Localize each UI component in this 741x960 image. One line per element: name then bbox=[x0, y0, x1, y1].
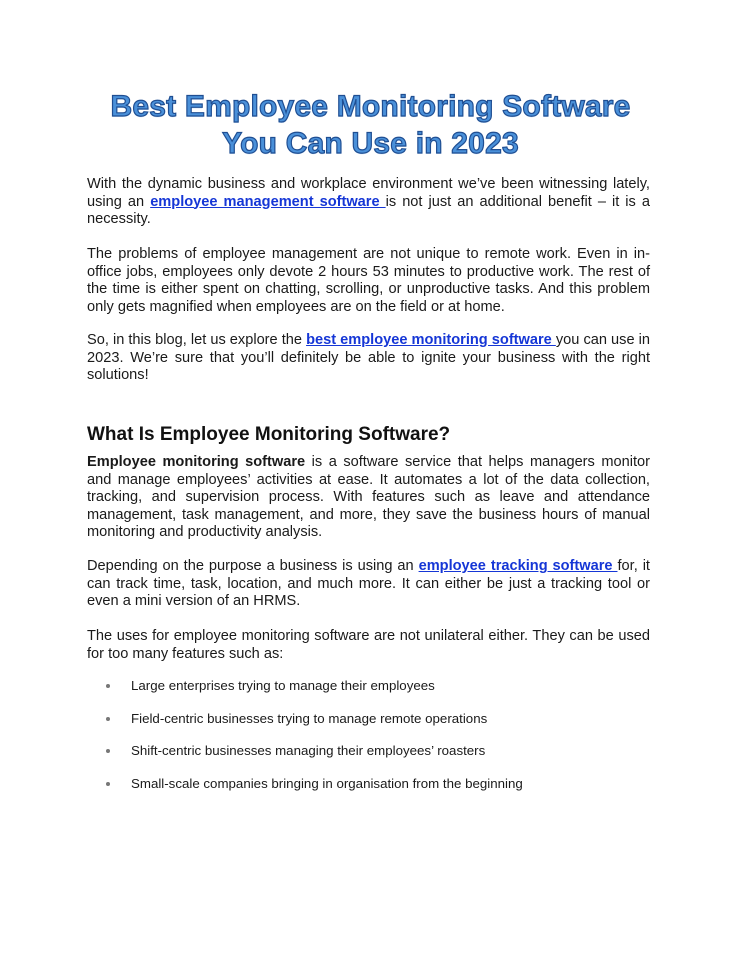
section-p2-text-after: for, it can track time, task, location, and much more. It can either be just a tracking tool or even a mini version of an HRMS. bbox=[87, 558, 650, 609]
section-p2-text-before: Depending on the purpose a business is using an bbox=[87, 558, 419, 574]
section-p1-bold: Employee monitoring software bbox=[87, 454, 306, 470]
employee-management-software-link[interactable]: employee management software bbox=[150, 193, 386, 210]
bullet-dot-icon bbox=[106, 749, 110, 753]
bullet-text: Large enterprises trying to manage their employees bbox=[131, 678, 435, 693]
intro-p1-text-after: is not just an additional benefit – it is a necessity. bbox=[87, 193, 650, 227]
bullet-dot-icon bbox=[106, 684, 110, 688]
list-item bbox=[106, 709, 523, 742]
section-paragraph-1 bbox=[87, 454, 650, 542]
intro-paragraph-3 bbox=[87, 332, 650, 385]
uses-bullet-list bbox=[106, 676, 523, 806]
bullet-text: Shift-centric businesses managing their employees’ roasters bbox=[131, 743, 486, 758]
intro-p1-text-before: With the dynamic business and workplace environment we’ve been witnessing lately, using an bbox=[87, 176, 650, 210]
best-employee-monitoring-software-link[interactable]: best employee monitoring software bbox=[306, 332, 556, 348]
bullet-text: Field-centric businesses trying to manage remote operations bbox=[131, 710, 488, 726]
section-paragraph-2 bbox=[87, 558, 650, 611]
bullet-text: Small-scale companies bringing in organisation from the beginning bbox=[131, 775, 523, 791]
list-item bbox=[106, 774, 523, 807]
section-p1-text: is a software service that helps managers monitor and manage employees’ activities at ease. It automates a lot of the data collection, tracking, and supervision process. With features such as leave and attendance management, task management, and more, they save the business hours of manual monitoring and productivity analysis. bbox=[87, 454, 651, 540]
title-line-1: Best Employee Monitoring Software bbox=[110, 90, 631, 123]
list-item bbox=[106, 741, 523, 774]
bullet-dot-icon bbox=[106, 717, 110, 721]
bullet-dot-icon bbox=[106, 782, 110, 786]
title-line-2: You Can Use in 2023 bbox=[222, 127, 519, 160]
intro-paragraph-2: The problems of employee management are not unique to remote work. Even in in-office jobs, employees only devote 2 hours 53 minutes to productive work. The rest of the time is either spent on chatting, scrolling, or unproductive tasks. And this problem only gets magnified when employees are on the field or at home. bbox=[87, 246, 650, 315]
list-item bbox=[106, 676, 523, 709]
section-paragraph-3: The uses for employee monitoring software are not unilateral either. They can be used for too many features such as: bbox=[87, 628, 650, 662]
intro-paragraph-1 bbox=[87, 176, 650, 229]
intro-p3-text-after: you can use in 2023. We’re sure that you’ll definitely be able to ignite your business with the right solutions! bbox=[87, 332, 650, 383]
intro-p3-text-before: So, in this blog, let us explore the bbox=[87, 332, 307, 348]
page-title bbox=[40, 88, 701, 162]
section-heading: What Is Employee Monitoring Software? bbox=[87, 424, 451, 445]
employee-tracking-software-link[interactable]: employee tracking software bbox=[418, 558, 618, 574]
